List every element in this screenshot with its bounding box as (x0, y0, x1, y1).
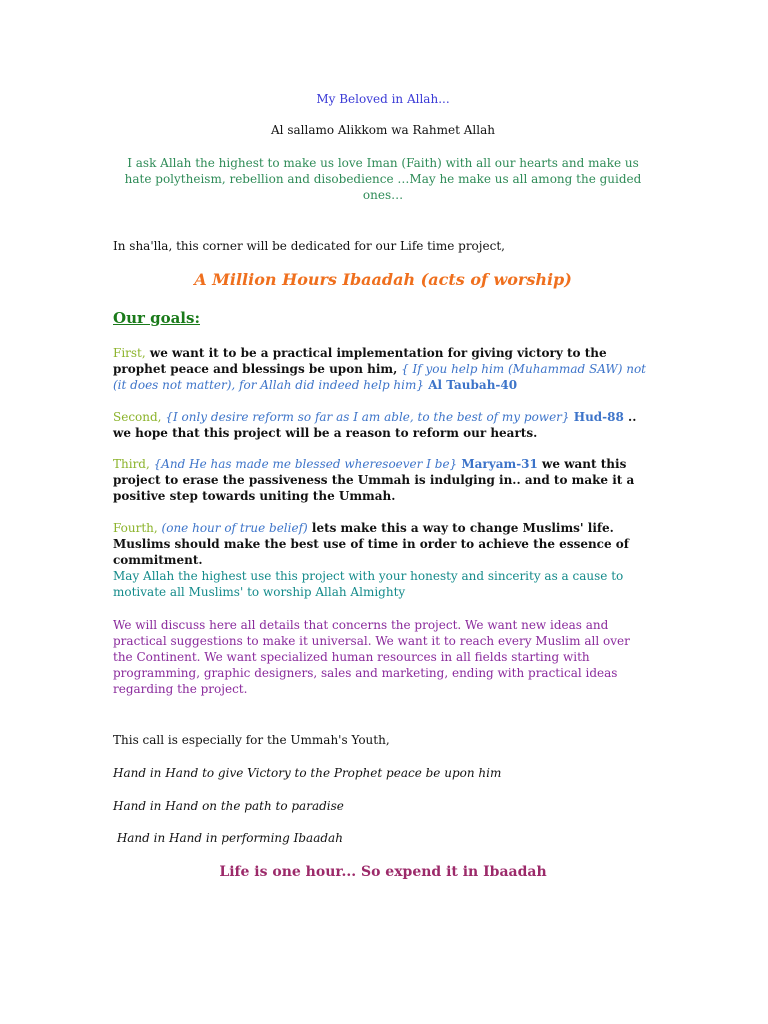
goals-heading: Our goals: (113, 309, 200, 327)
goal-third-ref: Maryam-31 (457, 457, 538, 471)
greeting: Al sallamo Alikkom wa Rahmet Allah (271, 123, 495, 137)
hand-line: Hand in Hand to give Victory to the Prophet peace be upon him (113, 766, 502, 780)
hand-line: Hand in Hand on the path to paradise (113, 799, 344, 813)
goal-fourth-quote: (one hour of true belief) (157, 521, 308, 535)
goal-first-ref: Al Taubah-40 (424, 378, 518, 392)
goal-first-text: we want it to be a practical implementation for giving victory to the prophet peace and blessings be upon him, (113, 346, 607, 376)
hand-line: Hand in Hand in performing Ibaadah (113, 831, 343, 845)
closing-line: Life is one hour... So expend it in Ibaadah (219, 864, 547, 880)
goal-third-quote: {And He has made me blessed wheresoever I be} (149, 457, 458, 471)
goal-first-quote: { If you help him (Muhammad SAW) not (it does not matter), for Allah did indeed help him} (113, 362, 646, 392)
goal-first-label: First, (113, 346, 146, 360)
discussion-paragraph: We will discuss here all details that concerns the project. We want new ideas and practical suggestions to make it universal. We want it to reach every Muslim all over the Continent. We want specialized human resources in all fields starting with programming, graphic designers, sales and marketing, ending with practical ideas regarding the project. (113, 618, 630, 696)
goal-second-label: Second, (113, 410, 162, 424)
goal-fourth-label: Fourth, (113, 521, 158, 535)
project-title: A Million Hours Ibaadah (acts of worship) (194, 270, 572, 289)
may-allah-paragraph: May Allah the highest use this project with your honesty and sincerity as a cause to motivate all Muslims' to worship Allah Almighty (113, 569, 624, 599)
goal-fourth-text: lets make this a way to change Muslims' life. Muslims should make the best use of time in order to achieve the essence of commitment. (113, 521, 629, 567)
opening-prayer: I ask Allah the highest to make us love Iman (Faith) with all our hearts and make us hate polytheism, rebellion and disobedience …May he make us all among the guided ones… (124, 156, 642, 202)
goal-second-ref: Hud-88 (569, 410, 624, 424)
goal-third-text: we want this project to erase the passiveness the Ummah is indulging in.. and to make it a positive step towards uniting the Ummah. (113, 457, 635, 503)
goal-second-text: .. we hope that this project will be a reason to reform our hearts. (113, 410, 637, 440)
goal-second-quote: {I only desire reform so far as I am able, to the best of my power} (161, 410, 570, 424)
goal-second (113, 409, 653, 441)
intro-line: In sha'lla, this corner will be dedicated for our Life time project, (113, 239, 505, 253)
goal-third (113, 456, 653, 504)
goal-fourth (113, 520, 653, 568)
goal-third-label: Third, (113, 457, 150, 471)
youth-call: This call is especially for the Ummah's Youth, (113, 733, 390, 747)
goal-first (113, 345, 653, 393)
salutation: My Beloved in Allah... (316, 92, 450, 106)
